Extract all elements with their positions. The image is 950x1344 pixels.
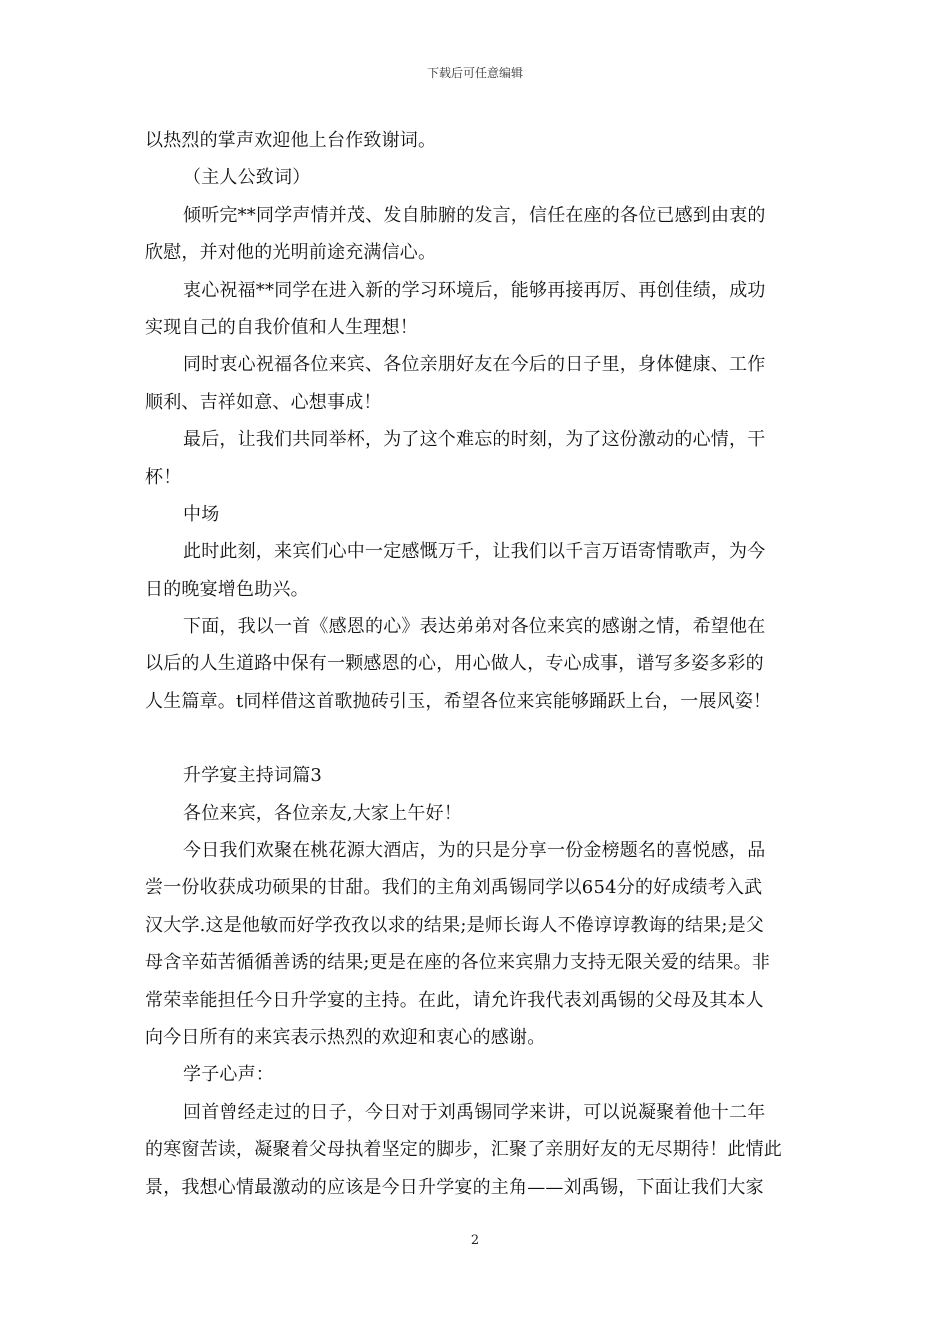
text-line: 衷心祝福**同学在进入新的学习环境后，能够再接再厉、再创佳绩，成功 — [183, 279, 766, 301]
text-line: 顺利、吉祥如意、心想事成！ — [145, 391, 382, 413]
page-header: 下载后可任意编辑 — [426, 66, 523, 80]
text-line: 同时衷心祝福各位来宾、各位亲朋好友在今后的日子里，身体健康、工作 — [183, 354, 766, 376]
text-line: 下面，我以一首《感恩的心》表达弟弟对各位来宾的感谢之情，希望他在 — [183, 616, 766, 638]
section-heading: 升学宴主持词篇3 — [183, 765, 323, 787]
text-line: 汉大学.这是他敏而好学孜孜以求的结果;是师长诲人不倦谆谆教诲的结果;是父 — [145, 914, 765, 936]
text-line: （主人公致词） — [183, 167, 311, 189]
document-body — [145, 122, 825, 1206]
text-line: 此时此刻，来宾们心中一定感慨万千，让我们以千言万语寄情歌声，为今 — [183, 541, 766, 563]
text-line: 杯！ — [145, 466, 182, 488]
text-line: 以热烈的掌声欢迎他上台作致谢词。 — [145, 130, 437, 151]
text-line: 实现自己的自我价值和人生理想！ — [145, 316, 418, 338]
text-line: 人生篇章。t同样借这首歌抛砖引玉，希望各位来宾能够踊跃上台，一展风姿！ — [145, 690, 772, 712]
text-line: 以后的人生道路中保有一颗感恩的心，用心做人，专心成事，谱写多姿多彩的 — [145, 653, 764, 675]
text-line: 尝一份收获成功硕果的甘甜。我们的主角刘禹锡同学以654分的好成绩考入武 — [145, 877, 763, 899]
text-line: 的寒窗苦读，凝聚着父母执着坚定的脚步，汇聚了亲朋好友的无尽期待！此情此 — [145, 1139, 782, 1161]
text-line: 景，我想心情最激动的应该是今日升学宴的主角——刘禹锡，下面让我们大家 — [145, 1176, 764, 1198]
text-line: 各位来宾，各位亲友,大家上午好！ — [183, 802, 462, 824]
section-label: 中场 — [183, 503, 220, 525]
text-line: 向今日所有的来宾表示热烈的欢迎和衷心的感谢。 — [145, 1026, 546, 1048]
text-line: 回首曾经走过的日子，今日对于刘禹锡同学来讲，可以说凝聚着他十二年 — [183, 1101, 766, 1123]
text-line: 今日我们欢聚在桃花源大酒店，为的只是分享一份金榜题名的喜悦感，品 — [183, 840, 766, 862]
text-line: 日的晚宴增色助兴。 — [145, 578, 309, 600]
paragraph-gap — [145, 720, 825, 757]
page-number: 2 — [470, 1233, 480, 1248]
section-label: 学子心声： — [183, 1064, 274, 1086]
text-line: 倾听完**同学声情并茂、发自肺腑的发言，信任在座的各位已感到由衷的 — [183, 204, 766, 226]
text-line: 最后，让我们共同举杯，为了这个难忘的时刻，为了这份激动的心情，干 — [183, 429, 766, 451]
text-line: 欣慰，并对他的光明前途充满信心。 — [145, 242, 437, 264]
text-line: 母含辛茹苦循循善诱的结果;更是在座的各位来宾鼎力支持无限关爱的结果。非 — [145, 952, 771, 974]
text-line: 常荣幸能担任今日升学宴的主持。在此，请允许我代表刘禹锡的父母及其本人 — [145, 989, 764, 1011]
